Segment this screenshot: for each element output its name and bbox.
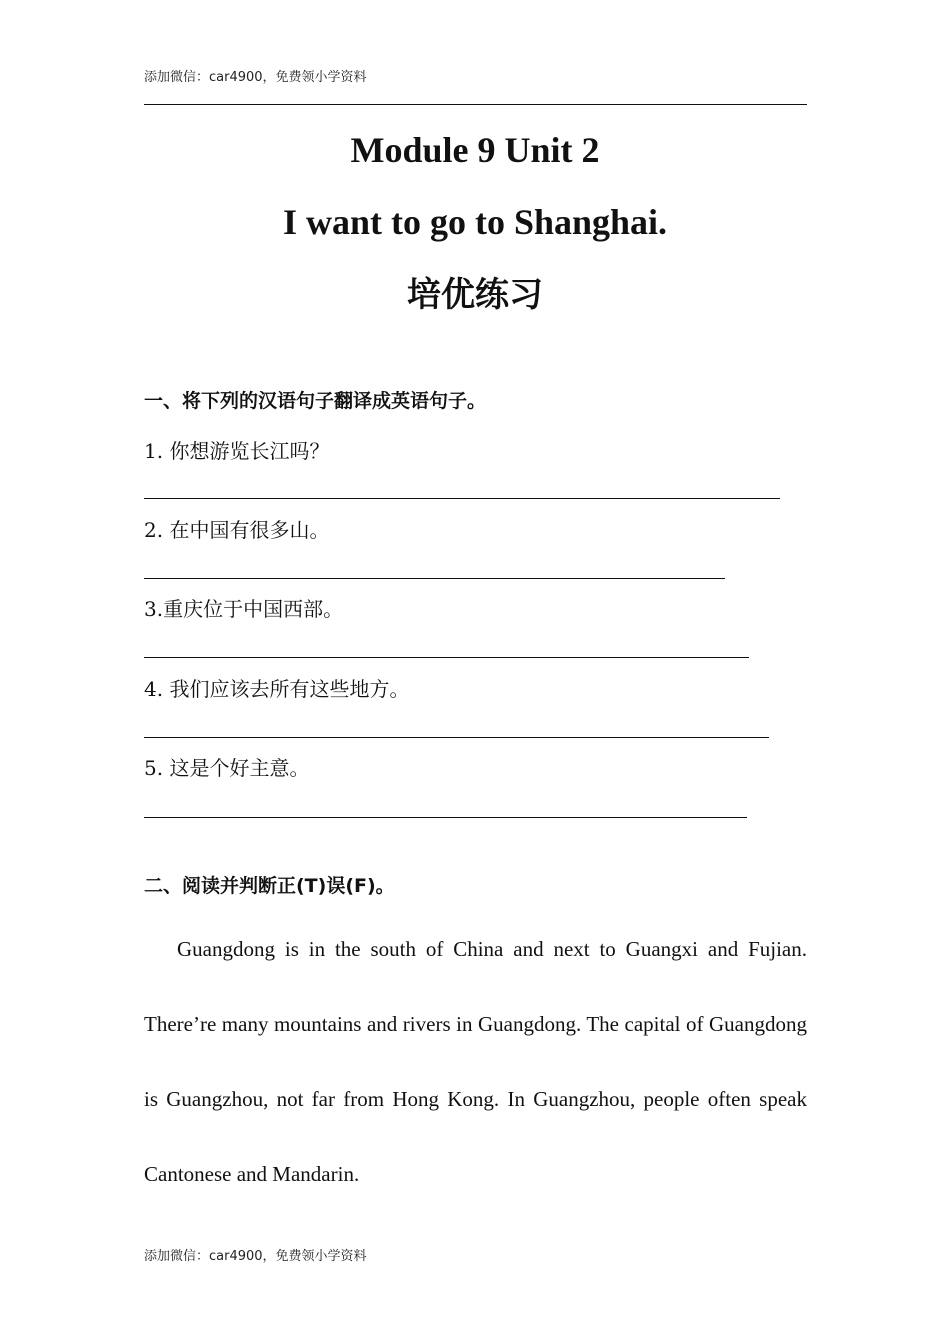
section-heading-reading: 二、阅读并判断正(T)误(F)。 xyxy=(144,875,395,897)
reading-passage: Guangdong is in the south of China and next to Guangxi and Fujian. There’re many mountains and rivers in Guangdong. The capital of Guangdong is Guangzhou, not far from Hong Kong. In Guangzhou, people often speak Cantonese and Mandarin. xyxy=(144,937,807,1186)
title-module: Module 9 Unit 2 xyxy=(350,130,600,170)
answer-line-3[interactable] xyxy=(144,657,749,658)
question-3: 3.重庆位于中国西部。 xyxy=(144,597,344,621)
question-2: 2. 在中国有很多山。 xyxy=(144,518,330,542)
header-divider xyxy=(144,104,807,105)
answer-line-1[interactable] xyxy=(144,498,780,499)
question-4: 4. 我们应该去所有这些地方。 xyxy=(144,677,410,701)
answer-line-4[interactable] xyxy=(144,737,769,738)
title-unit: I want to go to Shanghai. xyxy=(282,202,668,242)
question-5: 5. 这是个好主意。 xyxy=(144,756,310,780)
answer-line-2[interactable] xyxy=(144,578,725,579)
footer-note: 添加微信：car4900，免费领小学资料 xyxy=(144,1249,367,1264)
title-practice: 培优练习 xyxy=(407,275,543,315)
header-note: 添加微信：car4900，免费领小学资料 xyxy=(144,70,367,85)
answer-line-5[interactable] xyxy=(144,817,747,818)
section-heading-translation: 一、将下列的汉语句子翻译成英语句子。 xyxy=(144,390,487,412)
question-1: 1. 你想游览长江吗？ xyxy=(144,439,330,463)
